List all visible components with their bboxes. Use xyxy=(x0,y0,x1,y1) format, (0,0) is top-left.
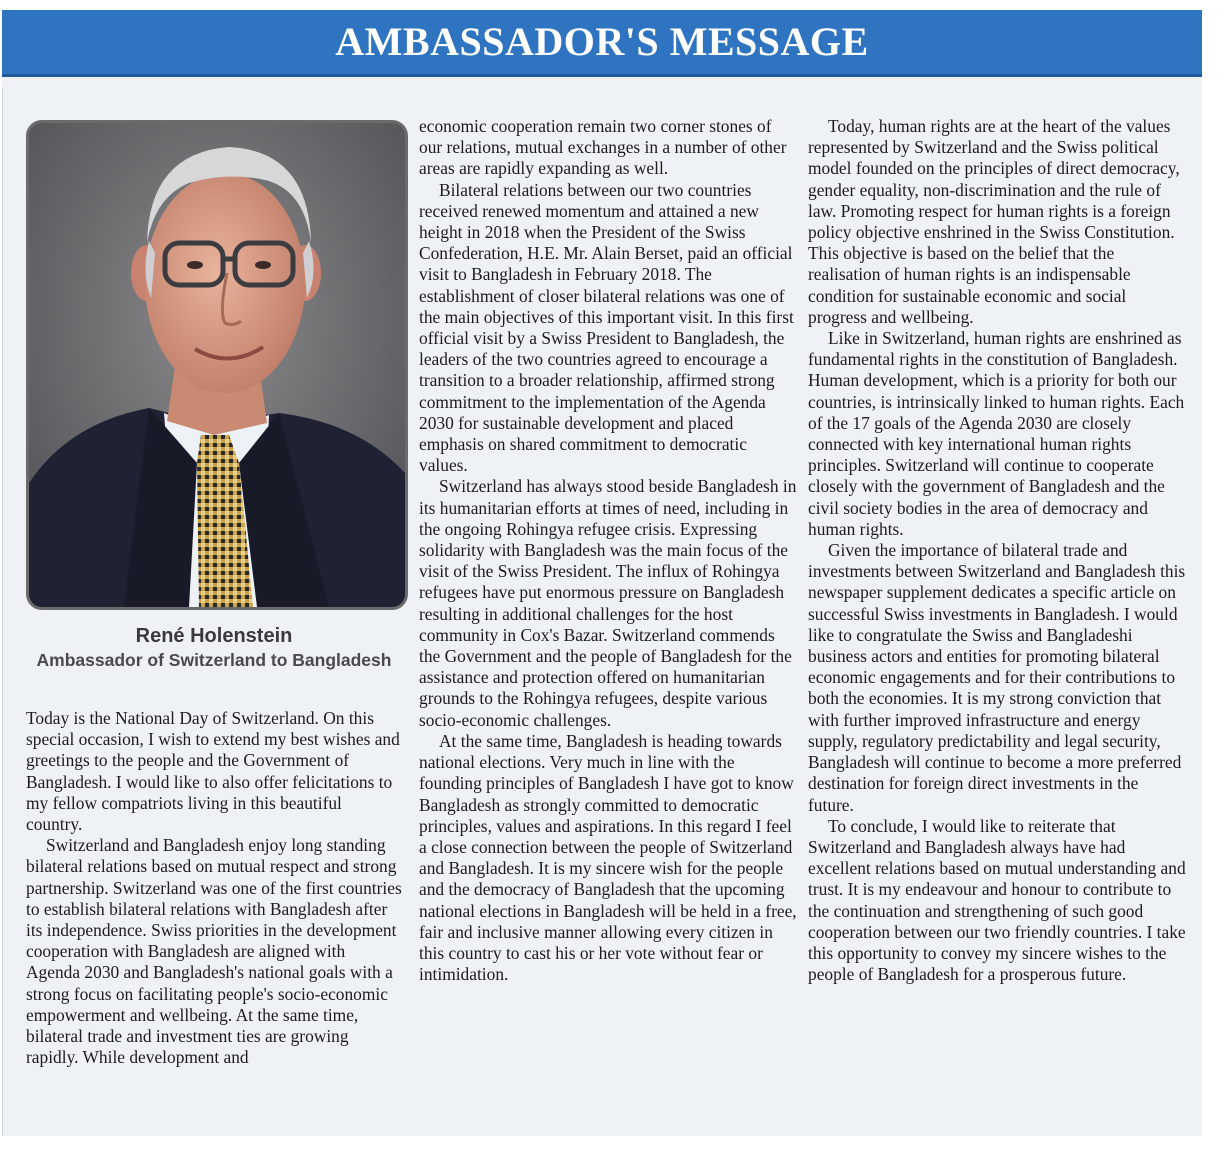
page-title: AMBASSADOR'S MESSAGE xyxy=(335,19,869,64)
portrait-caption xyxy=(16,624,412,672)
article-column-1 xyxy=(26,708,402,1068)
paragraph: Switzerland has always stood beside Bangladesh in its humanitarian efforts at times of need, including in the ongoing Rohingya refugee crisis. Expressing solidarity with Bangladesh was the main focus of the visit of the Swiss President. The influx of Rohingya refugees have put enormous pressure on Bangladesh resulting in additional challenges for the host community in Cox's Bazar. Switzerland commends the Government and the people of Bangladesh for the assistance and protection offered on humanitarian grounds to the Rohingya refugees, despite various socio-economic challenges. xyxy=(419,476,797,730)
paragraph: To conclude, I would like to reiterate that Switzerland and Bangladesh always have had excellent relations based on mutual understanding and trust. It is my endeavour and honour to contribute to the continuation and strengthening of such good cooperation between our two friendly countries. I take this opportunity to convey my sincere wishes to the people of Bangladesh for a prosperous future. xyxy=(808,815,1186,985)
article-column-2 xyxy=(419,116,797,985)
paragraph: Today, human rights are at the heart of the values represented by Switzerland and the Swiss political model founded on the principles of direct democracy, gender equality, non-discrimination and the rule of law. Promoting respect for human rights is a foreign policy objective enshrined in the Swiss Constitution. This objective is based on the belief that the realisation of human rights is an indispensable condition for sustainable economic and social progress and wellbeing. xyxy=(808,116,1180,327)
ambassador-portrait xyxy=(26,120,408,610)
header-banner xyxy=(2,10,1202,77)
newspaper-page xyxy=(2,10,1202,1136)
paragraph: Switzerland and Bangladesh enjoy long standing bilateral relations based on mutual respect and strong partnership. Switzerland was one of the first countries to establish bilateral relations with Bangladesh after its independence. Swiss priorities in the development cooperation with Bangladesh are aligned with Agenda 2030 and Bangladesh's national goals with a strong focus on facilitating people's socio-economic empowerment and wellbeing. At the same time, bilateral trade and investment ties are growing rapidly. While development and xyxy=(26,835,402,1068)
paragraph: Bilateral relations between our two countries received renewed momentum and attained a new height in 2018 when the President of the Swiss Confederation, H.E. Mr. Alain Berset, paid an official visit to Bangladesh in February 2018. The establishment of closer bilateral relations was one of the main objectives of this important visit. In this first official visit by a Swiss President to Bangladesh, the leaders of the two countries agreed to encourage a transition to a broader relationship, affirmed strong commitment to the implementation of the Agenda 2030 for sustainable development and placed emphasis on shared commitment to democratic values. xyxy=(419,179,794,476)
paragraph: At the same time, Bangladesh is heading towards national elections. Very much in line with the founding principles of Bangladesh I have got to know Bangladesh as strongly committed to democratic principles, values and aspirations. In this regard I feel a close connection between the people of Switzerland and Bangladesh. It is my sincere wish for the people and the democracy of Bangladesh that the upcoming national elections in Bangladesh will be held in a free, fair and inclusive manner allowing every citizen in this country to cast his or her vote without fear or intimidation. xyxy=(419,730,797,985)
paragraph: Given the importance of bilateral trade and investments between Switzerland and Bangladesh this newspaper supplement dedicates a specific article on successful Swiss investments in Bangladesh. I would like to congratulate the Swiss and Bangladeshi business actors and entities for promoting bilateral economic engagements and for their contributions to both the economies. It is my strong conviction that with further improved infrastructure and energy supply, regulatory predictability and legal security, Bangladesh will continue to become a more preferred destination for foreign direct investments in the future. xyxy=(808,540,1186,815)
paragraph: Today is the National Day of Switzerland. On this special occasion, I wish to extend my best wishes and greetings to the people and the Government of Bangladesh. I would like to also offer felicitations to my fellow compatriots living in this beautiful country. xyxy=(26,708,400,835)
paragraph: Like in Switzerland, human rights are enshrined as fundamental rights in the constitution of Bangladesh. Human development, which is a priority for both our countries, is intrinsically linked to human rights. Each of the 17 goals of the Agenda 2030 are closely connected with key international human rights principles. Switzerland will continue to cooperate closely with the government of Bangladesh and the civil society bodies in the area of democracy and human rights. xyxy=(808,328,1185,539)
caption-name: René Holenstein xyxy=(135,625,293,647)
column-rule xyxy=(2,88,3,1136)
caption-role: Ambassador of Switzerland to Bangladesh xyxy=(36,650,392,670)
paragraph: economic cooperation remain two corner stones of our relations, mutual exchanges in a number of other areas are rapidly expanding as well. xyxy=(419,116,787,179)
article-column-3 xyxy=(808,116,1188,985)
